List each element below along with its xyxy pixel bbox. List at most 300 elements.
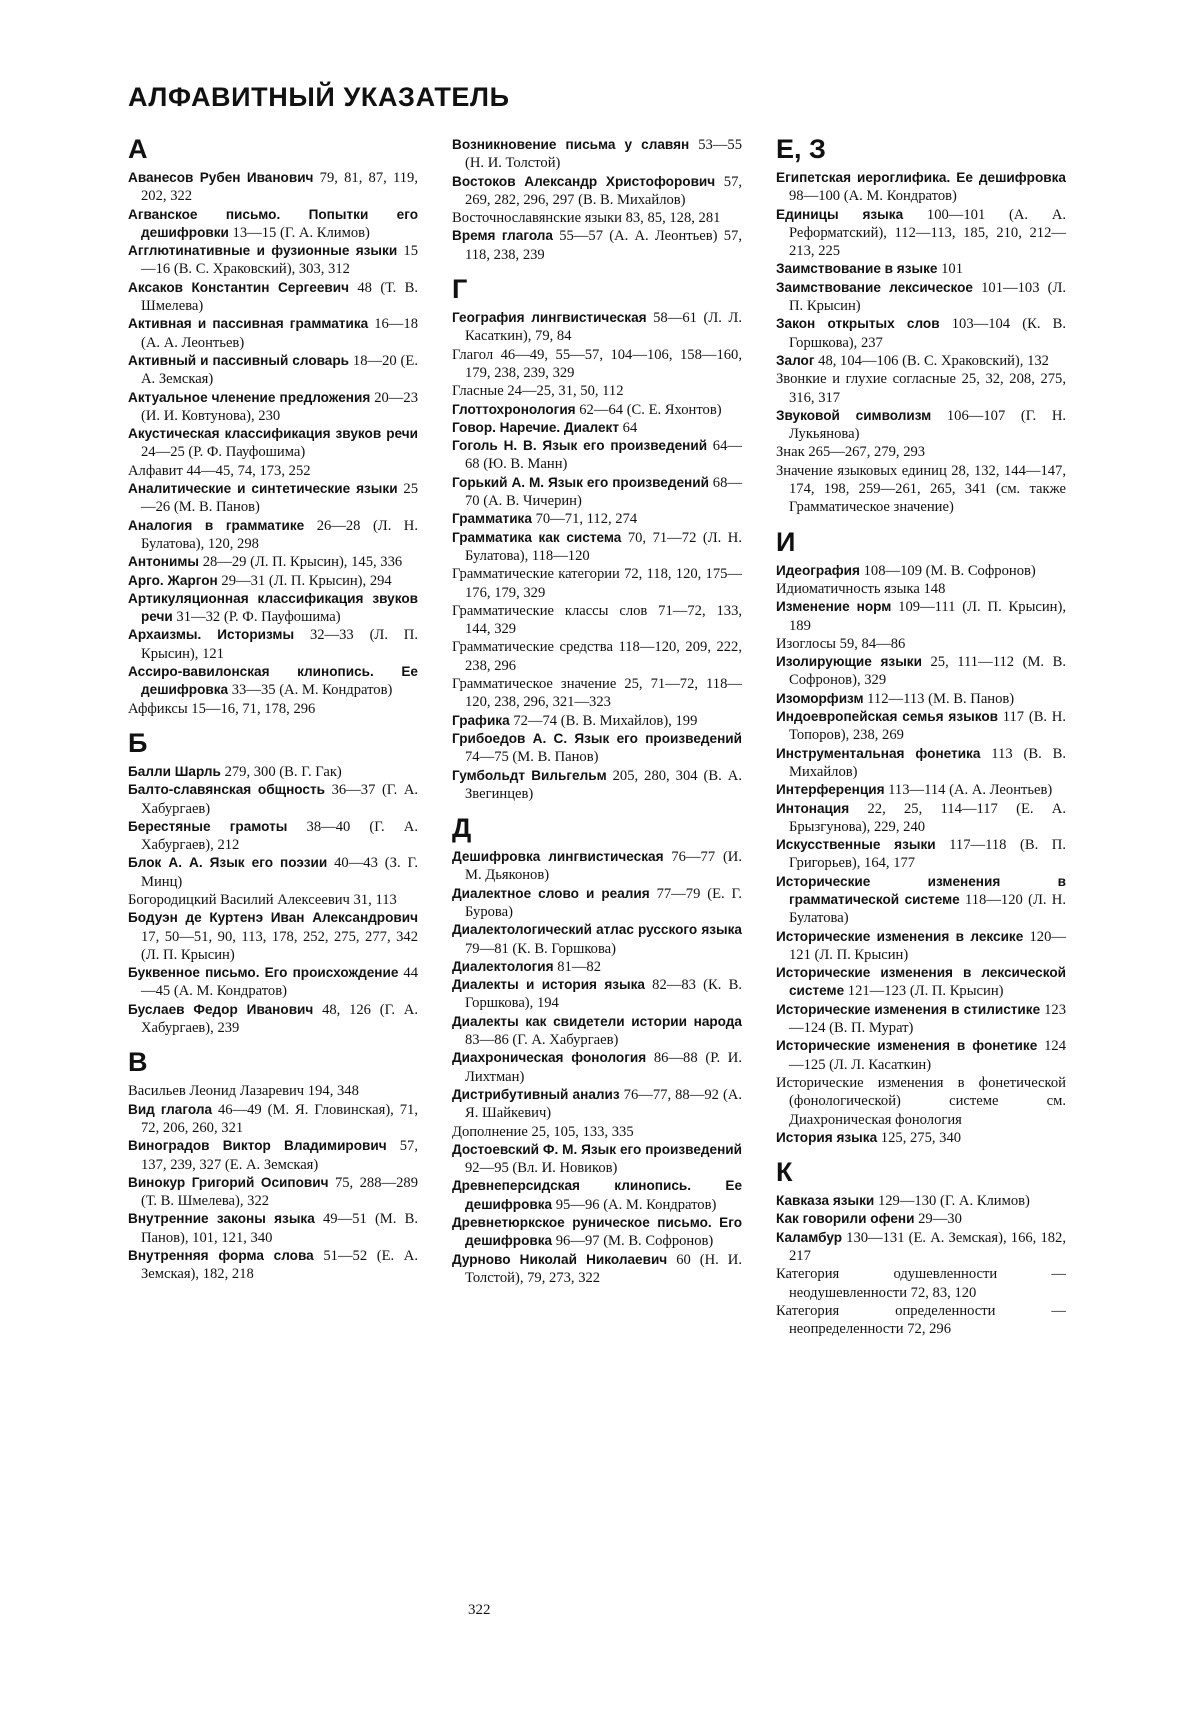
- entry-headword: Изоморфизм: [776, 690, 864, 706]
- entry-references: 60 (Н. И. Толстой), 79, 273, 322: [465, 1251, 742, 1286]
- entry-references: 77—79 (Е. Г. Бурова): [465, 885, 742, 920]
- entry-references: 24—25 (Р. Ф. Пауфошима): [141, 444, 306, 461]
- entry-headword: Агванское письмо. Попытки его дешифровки: [128, 206, 418, 240]
- index-entry: [452, 437, 742, 474]
- index-entry: [776, 1129, 1066, 1147]
- entry-headword: Виноградов Виктор Владимирович: [128, 1138, 387, 1154]
- entry-references: 70, 71—72 (Л. Н. Булатова), 118—120: [465, 529, 742, 564]
- entry-headword: Бодуэн де Куртенэ Иван Александрович: [128, 910, 418, 926]
- index-entry: [776, 1210, 1066, 1228]
- index-entry: [452, 346, 742, 383]
- entry-headword: Антонимы: [128, 554, 200, 570]
- entry-references: 55—57 (А. А. Леонтьев) 57, 118, 238, 239: [465, 228, 742, 263]
- entry-headword: Диалекты как свидетели истории народа: [452, 1013, 742, 1029]
- entry-headword: Изолирующие языки: [776, 654, 922, 670]
- entry-references: 36—37 (Г. А. Хабургаев): [141, 782, 419, 817]
- index-entry: [128, 480, 418, 517]
- index-entry: [452, 767, 742, 804]
- entry-headword: Исторические изменения в фонетической (фонологической) системе: [776, 1074, 1066, 1110]
- entry-headword: Графика: [452, 712, 510, 728]
- index-entry: [128, 1210, 418, 1247]
- entry-references: 51—52 (Е. А. Земская), 182, 218: [141, 1248, 418, 1283]
- entry-references: 57, 137, 239, 327 (Е. А. Земская): [141, 1138, 418, 1173]
- entry-references: 117 (В. Н. Топоров), 238, 269: [789, 709, 1066, 744]
- entry-references: 62—64 (С. Е. Яхонтов): [575, 401, 722, 418]
- entry-references: 44—45 (А. М. Кондратов): [141, 965, 418, 1000]
- index-entry: [452, 173, 742, 210]
- index-entry: [128, 315, 418, 352]
- entry-references: 265—267, 279, 293: [804, 444, 926, 461]
- entry-headword: Буслаев Федор Иванович: [128, 1001, 314, 1017]
- index-entry: [776, 1037, 1066, 1074]
- index-entry: [128, 169, 418, 206]
- index-entry: [128, 626, 418, 663]
- index-entry: [452, 474, 742, 511]
- entry-references: 25, 71—72, 118—120, 238, 296, 321—323: [465, 676, 742, 711]
- entry-headword: Аффиксы: [128, 700, 188, 717]
- entry-headword: Винокур Григорий Осипович: [128, 1174, 329, 1190]
- entry-headword: География лингвистическая: [452, 310, 647, 326]
- entry-references: 108—109 (М. В. Софронов): [859, 562, 1036, 579]
- entry-references: 25, 111—112 (М. В. Софронов), 329: [789, 654, 1067, 689]
- entry-references: 92—95 (Вл. И. Новиков): [465, 1160, 618, 1177]
- entry-references: 48 (Т. В. Шмелева): [141, 279, 418, 315]
- entry-headword: Исторические изменения в грамматической системе: [776, 873, 1066, 907]
- entry-references: 112—113 (М. В. Панов): [863, 690, 1015, 707]
- entry-references: 25—26 (М. В. Панов): [141, 481, 418, 516]
- entry-headword: Интонация: [776, 800, 850, 816]
- entry-headword: Грамматика: [452, 511, 532, 527]
- index-entry: [452, 1214, 742, 1251]
- entry-references: 17, 50—51, 90, 113, 178, 252, 275, 277, 342 (Л. П. Крысин): [141, 928, 418, 963]
- entry-headword: Глоттохронология: [452, 401, 576, 417]
- entry-headword: Активный и пассивный словарь: [128, 352, 350, 368]
- entry-references: 48, 126 (Г. А. Хабургаев), 239: [141, 1001, 418, 1037]
- entry-references: 83—86 (Г. А. Хабургаев): [465, 1032, 619, 1049]
- entry-headword: Грамматика как система: [452, 529, 622, 545]
- index-column-3: [776, 132, 1066, 1339]
- entry-headword: Идеография: [776, 562, 860, 578]
- entry-headword: Алфавит: [128, 462, 183, 479]
- index-entry: [128, 700, 418, 718]
- entry-headword: Говор. Наречие. Диалект: [452, 419, 620, 435]
- entry-references: 22, 25, 114—117 (Е. А. Брызгунова), 229, 240: [789, 800, 1066, 835]
- entry-headword: Звуковой символизм: [776, 407, 932, 423]
- entry-references: 101—103 (Л. П. Крысин): [789, 279, 1067, 315]
- index-entry: [776, 598, 1066, 635]
- index-entry: [452, 602, 742, 639]
- entry-headword: Агглютинативные и фузионные языки: [128, 243, 398, 259]
- entry-headword: Восточнославянские языки: [452, 210, 622, 227]
- entry-references: 75, 288—289 (Т. В. Шмелева), 322: [141, 1174, 418, 1210]
- index-entry: [452, 510, 742, 528]
- entry-headword: Грамматические средства: [452, 639, 613, 656]
- index-entry: [452, 209, 742, 227]
- entry-headword: Балли Шарль: [128, 763, 221, 779]
- entry-headword: Каламбур: [776, 1229, 842, 1245]
- entry-references: 58—61 (Л. Л. Касаткин), 79, 84: [465, 310, 742, 345]
- index-entry: [776, 1192, 1066, 1210]
- index-entry: [128, 572, 418, 590]
- index-entry: [452, 419, 742, 437]
- index-entry: [776, 745, 1066, 782]
- index-entry: [452, 958, 742, 976]
- index-entry: [452, 638, 742, 675]
- index-entry: [452, 1177, 742, 1214]
- index-entry: [776, 653, 1066, 690]
- index-entry: [452, 976, 742, 1013]
- entry-headword: Берестяные грамоты: [128, 818, 288, 834]
- entry-references: 40—43 (З. Г. Минц): [141, 855, 418, 890]
- entry-references: 72, 83, 120: [907, 1284, 977, 1301]
- entry-references: 194, 348: [304, 1083, 359, 1100]
- entry-headword: История языка: [776, 1129, 878, 1145]
- entry-references: 20—23 (И. И. Ковтунова), 230: [141, 389, 418, 424]
- entry-headword: Актуальное членение предложения: [128, 389, 371, 405]
- page-number: 322: [468, 1602, 491, 1618]
- entry-references: 29—30: [914, 1211, 962, 1228]
- entry-references: 205, 280, 304 (В. А. Звегинцев): [465, 767, 742, 802]
- entry-references: 79—81 (К. В. Горшкова): [465, 940, 617, 957]
- entry-headword: Балто-славянская общность: [128, 782, 325, 798]
- entry-references: 38—40 (Г. А. Хабургаев), 212: [141, 818, 418, 854]
- entry-headword: Активная и пассивная грамматика: [128, 316, 369, 332]
- index-entry: [128, 854, 418, 891]
- index-entry: [776, 690, 1066, 708]
- entry-references: 109—111 (Л. П. Крысин), 189: [789, 599, 1066, 634]
- section-letter: Б: [128, 727, 148, 758]
- index-entry: [452, 382, 742, 400]
- entry-headword: Интерференция: [776, 782, 885, 798]
- entry-references: 70—71, 112, 274: [531, 511, 638, 528]
- index-entry: [452, 712, 742, 730]
- entry-headword: Индоевропейская семья языков: [776, 709, 999, 725]
- entry-references: 148: [919, 580, 946, 597]
- index-entry: [452, 1251, 742, 1288]
- entry-headword: Дистрибутивный анализ: [452, 1086, 620, 1102]
- entry-headword: Диахроническая фонология: [452, 1050, 647, 1066]
- entry-references: 64—68 (Ю. В. Манн): [465, 438, 742, 473]
- entry-headword: Акустическая классификация звуков речи: [128, 426, 418, 442]
- index-entry: [128, 553, 418, 571]
- entry-references: 118—120 (Л. Н. Булатова): [789, 891, 1066, 927]
- index-entry: [776, 928, 1066, 965]
- entry-references: 72, 296: [903, 1321, 952, 1338]
- index-entry: [128, 425, 418, 462]
- entry-references: 113—114 (А. А. Леонтьев): [884, 782, 1053, 799]
- index-entry: [452, 1123, 742, 1141]
- index-entry: [128, 781, 418, 818]
- entry-headword: Как говорили офени: [776, 1211, 915, 1227]
- index-entry: [776, 279, 1066, 316]
- entry-references: 26—28 (Л. Н. Булатова), 120, 298: [141, 517, 418, 552]
- entry-references: 81—82: [553, 958, 602, 975]
- entry-references: 53—55 (Н. И. Толстой): [465, 137, 742, 172]
- entry-headword: Дурново Николай Николаевич: [452, 1251, 668, 1267]
- entry-references: см. Диахроническая фонология: [789, 1093, 1066, 1128]
- entry-headword: Архаизмы. Историзмы: [128, 627, 295, 643]
- entry-references: 101: [937, 261, 963, 278]
- index-entry: [452, 136, 742, 173]
- entry-headword: Аналитические и синтетические языки: [128, 481, 398, 497]
- entry-headword: Изоглосы: [776, 635, 836, 652]
- entry-headword: Богородицкий Василий Алексеевич: [128, 891, 350, 908]
- entry-headword: Звонкие и глухие согласные: [776, 371, 956, 388]
- entry-references: 123—124 (В. П. Мурат): [789, 1001, 1066, 1037]
- index-entry: [128, 590, 418, 627]
- index-entry: [128, 1247, 418, 1284]
- entry-headword: Исторические изменения в стилистике: [776, 1001, 1041, 1017]
- entry-headword: Аксаков Константин Сергеевич: [128, 279, 350, 295]
- entry-headword: Гумбольдт Вильгельм: [452, 767, 607, 783]
- entry-headword: Исторические изменения в лексической системе: [776, 965, 1066, 999]
- entry-headword: Диалекты и история языка: [452, 977, 645, 993]
- entry-headword: Достоевский Ф. М. Язык его произведений: [452, 1141, 742, 1157]
- entry-headword: Арго. Жаргон: [128, 572, 218, 588]
- index-entry: [776, 1001, 1066, 1038]
- entry-headword: Залог: [776, 352, 815, 368]
- entry-headword: Грибоедов А. С. Язык его произведений: [452, 730, 742, 746]
- entry-headword: Египетская иероглифика. Ее дешифровка: [776, 170, 1066, 185]
- entry-references: 82—83 (К. В. Горшкова), 194: [465, 977, 742, 1012]
- index-entry: [452, 730, 742, 767]
- entry-headword: Кавказа языки: [776, 1193, 875, 1209]
- index-entry: [128, 909, 418, 964]
- index-entry: [776, 206, 1066, 261]
- entry-headword: Востоков Александр Христофорович: [452, 173, 716, 189]
- entry-references: 118—120, 209, 222, 238, 296: [465, 639, 742, 674]
- entry-references: 72, 118, 120, 175—176, 179, 329: [465, 566, 743, 601]
- entry-references: 33—35 (А. М. Кондратов): [228, 682, 393, 699]
- entry-references: 25, 32, 208, 275, 316, 317: [789, 371, 1066, 406]
- index-entry: [452, 227, 742, 264]
- entry-headword: Грамматические категории: [452, 566, 620, 583]
- entry-references: 25, 105, 133, 335: [527, 1123, 634, 1140]
- index-entry: [128, 279, 418, 316]
- entry-references: 46—49, 55—57, 104—106, 158—160, 179, 238, 239, 329: [465, 346, 742, 381]
- section-letter: И: [776, 526, 796, 557]
- entry-headword: Диалектное слово и реалия: [452, 885, 650, 901]
- section-letter: В: [128, 1047, 148, 1078]
- index-entry: [452, 921, 742, 958]
- entry-references: 16—18 (А. А. Леонтьев): [141, 316, 418, 351]
- entry-references: 96—97 (М. В. Софронов): [552, 1233, 714, 1250]
- section-letter: А: [128, 134, 148, 164]
- index-entry: [128, 389, 418, 426]
- entry-references: 72—74 (В. В. Михайлов), 199: [509, 712, 698, 729]
- entry-references: 31, 113: [349, 891, 397, 908]
- index-entry: [452, 529, 742, 566]
- entry-headword: Диалектология: [452, 958, 554, 974]
- index-entry: [128, 763, 418, 781]
- entry-headword: Исторические изменения в лексике: [776, 928, 1024, 944]
- entry-references: 76—77 (И. М. Дьяконов): [465, 849, 742, 884]
- entry-references: 106—107 (Г. Н. Лукьянова): [789, 407, 1067, 443]
- entry-references: 32—33 (Л. П. Крысин), 121: [141, 627, 418, 662]
- entry-headword: Гласные: [452, 383, 504, 400]
- entry-headword: Васильев Леонид Лазаревич: [128, 1083, 305, 1100]
- entry-references: 86—88 (Р. И. Лихтман): [465, 1050, 742, 1085]
- entry-headword: Внутренние законы языка: [128, 1211, 315, 1227]
- index-entry: [452, 1141, 742, 1178]
- entry-references: 59, 84—86: [836, 635, 906, 652]
- entry-references: 24—25, 31, 50, 112: [503, 383, 624, 400]
- entry-headword: Знак: [776, 444, 805, 461]
- entry-headword: Заимствование в языке: [776, 261, 938, 277]
- entry-headword: Категория одушевленности — неодушевленности: [776, 1266, 1066, 1301]
- entry-references: 129—130 (Г. А. Климов): [874, 1193, 1030, 1210]
- index-entry: [128, 242, 418, 279]
- index-entry: [128, 818, 418, 855]
- section-letter: К: [776, 1157, 793, 1188]
- entry-headword: Горький А. М. Язык его произведений: [452, 474, 709, 490]
- index-column-2: [452, 136, 742, 1287]
- index-entry: [776, 562, 1066, 580]
- index-entry: [128, 1137, 418, 1174]
- entry-headword: Внутренняя форма слова: [128, 1248, 314, 1264]
- entry-references: 29—31 (Л. П. Крысин), 294: [217, 572, 392, 589]
- entry-headword: Возникновение письма у славян: [452, 137, 690, 152]
- index-entry: [776, 315, 1066, 352]
- entry-references: 71—72, 133, 144, 329: [465, 602, 743, 638]
- entry-references: 76—77, 88—92 (А. Я. Шайкевич): [465, 1086, 742, 1122]
- entry-headword: Блок А. А. Язык его поэзии: [128, 855, 328, 871]
- index-entry: [128, 352, 418, 389]
- entry-references: 74—75 (М. В. Панов): [465, 749, 599, 766]
- entry-headword: Грамматическое значение: [452, 676, 617, 693]
- entry-references: 28—29 (Л. П. Крысин), 145, 336: [199, 554, 403, 571]
- entry-references: 57, 269, 282, 296, 297 (В. В. Михайлов): [465, 173, 743, 208]
- index-entry: [128, 663, 418, 700]
- index-entry: [776, 781, 1066, 799]
- entry-references: 64: [619, 419, 638, 436]
- entry-headword: Дополнение: [452, 1123, 528, 1140]
- index-column-1: [128, 132, 418, 1284]
- index-entry: [776, 873, 1066, 928]
- entry-headword: Диалектологический атлас русского языка: [452, 922, 742, 938]
- index-entry: [776, 836, 1066, 873]
- entry-references: 28, 132, 144—147, 174, 198, 259—261, 265, 341 (см. также Грамматическое значение): [789, 462, 1066, 516]
- index-entry: [776, 964, 1066, 1001]
- index-entry: [452, 848, 742, 885]
- entry-headword: Искусственные языки: [776, 837, 936, 853]
- index-entry: [776, 1229, 1066, 1266]
- index-entry: [452, 565, 742, 602]
- entry-headword: Дешифровка лингвистическая: [452, 849, 664, 865]
- index-entry: [776, 580, 1066, 598]
- entry-headword: Изменение норм: [776, 599, 892, 615]
- entry-references: 18—20 (Е. А. Земская): [141, 352, 418, 388]
- index-entry: [776, 407, 1066, 444]
- index-entry: [452, 309, 742, 346]
- index-entry: [776, 443, 1066, 461]
- entry-headword: Категория определенности — неопределенности: [776, 1302, 1066, 1338]
- index-entry: [776, 352, 1066, 370]
- entry-headword: Единицы языка: [776, 206, 904, 222]
- entry-headword: Гоголь Н. В. Язык его произведений: [452, 438, 708, 454]
- entry-headword: Ассиро-вавилонская клинопись. Ее дешифровка: [128, 664, 418, 698]
- entry-headword: Вид глагола: [128, 1101, 213, 1117]
- index-entry: [128, 1001, 418, 1038]
- index-entry: [776, 1074, 1066, 1129]
- entry-headword: Буквенное письмо. Его происхождение: [128, 965, 399, 981]
- entry-references: 113 (В. В. Михайлов): [789, 745, 1067, 780]
- index-entry: [128, 1101, 418, 1138]
- entry-references: 117—118 (В. П. Григорьев), 164, 177: [789, 837, 1066, 872]
- entry-headword: Аванесов Рубен Иванович: [128, 170, 314, 185]
- section-letter: Д: [452, 813, 472, 844]
- index-entry: [452, 675, 742, 712]
- entry-references: 279, 300 (В. Г. Гак): [220, 763, 342, 780]
- index-entry: [128, 517, 418, 554]
- entry-references: 49—51 (М. В. Панов), 101, 121, 340: [141, 1211, 419, 1246]
- entry-references: 125, 275, 340: [877, 1129, 962, 1146]
- entry-headword: Глагол: [452, 346, 494, 363]
- entry-references: 15—16 (В. С. Храковский), 303, 312: [141, 243, 418, 278]
- entry-references: 103—104 (К. В. Горшкова), 237: [789, 316, 1066, 351]
- entry-headword: Древнеперсидская клинопись. Ее дешифровка: [452, 1178, 742, 1212]
- entry-headword: Артикуляционная классификация звуков речи: [128, 590, 418, 625]
- entry-references: 121—123 (Л. П. Крысин): [844, 983, 1004, 1000]
- index-entry: [776, 370, 1066, 407]
- section-letter: Г: [452, 274, 468, 305]
- entry-headword: Аналогия в грамматике: [128, 517, 305, 533]
- index-entry: [128, 462, 418, 480]
- entry-references: 13—15 (Г. А. Климов): [228, 224, 370, 241]
- entry-headword: Грамматические классы слов: [452, 602, 648, 619]
- entry-headword: Инструментальная фонетика: [776, 745, 981, 761]
- index-entry: [452, 401, 742, 419]
- entry-headword: Древнетюркское руническое письмо. Его дешифровка: [452, 1215, 742, 1249]
- index-entry: [776, 260, 1066, 278]
- entry-references: 15—16, 71, 178, 296: [187, 700, 316, 717]
- index-entry: [128, 964, 418, 1001]
- index-entry: [128, 891, 418, 909]
- index-entry: [776, 169, 1066, 206]
- entry-references: 120—121 (Л. П. Крысин): [789, 928, 1066, 963]
- index-entry: [776, 462, 1066, 517]
- index-entry: [452, 885, 742, 922]
- entry-references: 98—100 (А. М. Кондратов): [789, 188, 957, 205]
- index-entry: [128, 1174, 418, 1211]
- entry-headword: Значение языковых единиц: [776, 462, 947, 479]
- index-entry: [776, 635, 1066, 653]
- entry-references: 48, 104—106 (В. С. Храковский), 132: [814, 352, 1049, 369]
- entry-references: 31—32 (Р. Ф. Пауфошима): [172, 609, 341, 626]
- index-entry: [128, 206, 418, 243]
- index-entry: [776, 1302, 1066, 1339]
- entry-references: 68—70 (А. В. Чичерин): [465, 474, 742, 510]
- entry-headword: Заимствование лексическое: [776, 279, 973, 295]
- entry-references: 83, 85, 128, 281: [621, 210, 721, 227]
- entry-references: 79, 81, 87, 119, 202, 322: [141, 170, 418, 205]
- section-letter: Е, З: [776, 134, 826, 164]
- entry-references: 124—125 (Л. Л. Касаткин): [789, 1038, 1066, 1073]
- entry-references: 44—45, 74, 173, 252: [182, 462, 311, 479]
- index-entry: [452, 1013, 742, 1050]
- index-entry: [128, 1082, 418, 1100]
- index-entry: [776, 708, 1066, 745]
- entry-headword: Закон открытых слов: [776, 316, 940, 332]
- entry-headword: Идиоматичность языка: [776, 580, 920, 597]
- entry-references: 46—49 (М. Я. Гловинская), 71, 72, 206, 260, 321: [141, 1101, 418, 1136]
- entry-headword: Время глагола: [452, 228, 553, 244]
- entry-headword: Исторические изменения в фонетике: [776, 1038, 1038, 1054]
- entry-references: 95—96 (А. М. Кондратов): [552, 1196, 717, 1213]
- index-entry: [452, 1049, 742, 1086]
- index-entry: [452, 1086, 742, 1123]
- index-entry: [776, 1265, 1066, 1302]
